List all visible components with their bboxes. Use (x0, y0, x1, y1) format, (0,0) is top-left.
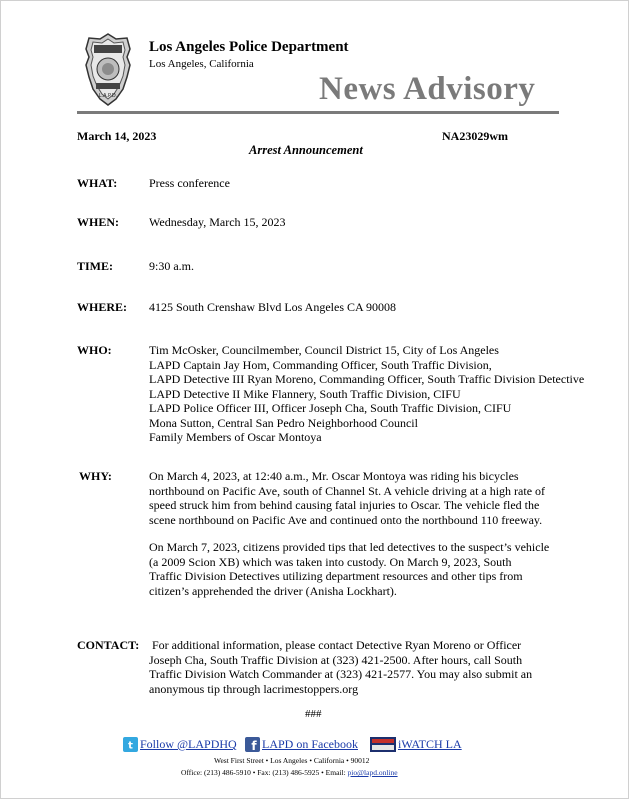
advisory-subtitle: Arrest Announcement (249, 143, 363, 157)
svg-text:t: t (128, 740, 133, 752)
lapd-badge-icon (83, 33, 133, 107)
who-line: LAPD Captain Jay Hom, Commanding Officer, South Traffic Division, (149, 357, 492, 372)
why-line: speed struck him from behind causing fatal injuries to Oscar. The vehicle fled the (149, 498, 540, 512)
end-mark: ### (305, 708, 322, 720)
why-line: northbound on Pacific Ave, south of Channel St. A vehicle driving at a high rate of (149, 483, 546, 498)
facebook-icon (245, 737, 260, 752)
iwatch-link-label[interactable]: iWATCH LA (398, 737, 462, 751)
advisory-number: NA23029wm (442, 129, 508, 143)
when-value: Wednesday, March 15, 2023 (149, 215, 286, 229)
who-list (149, 343, 584, 445)
facebook-link-label[interactable]: LAPD on Facebook (262, 737, 358, 751)
iwatch-icon (370, 737, 396, 752)
what-label: WHAT: (77, 176, 118, 190)
iwatch-link[interactable] (370, 737, 462, 752)
who-line: LAPD Police Officer III, Officer Joseph Cha, South Traffic Division, CIFU (149, 401, 512, 415)
twitter-icon (123, 737, 138, 752)
badge-text: L.A.P.D. (98, 93, 118, 99)
who-line: Mona Sutton, Central San Pedro Neighborhood Council (149, 415, 418, 430)
department-name: Los Angeles Police Department (149, 39, 349, 55)
why-paragraph-2 (149, 540, 549, 598)
who-line: Family Members of Oscar Montoya (149, 430, 322, 444)
contact-line: anonymous tip through lacrimestoppers.org (149, 681, 359, 696)
who-line: Tim McOsker, Councilmember, Council District 15, City of Los Angeles (149, 343, 499, 357)
what-value: Press conference (149, 176, 230, 190)
advisory-date: March 14, 2023 (77, 129, 157, 143)
twitter-link[interactable] (123, 737, 237, 752)
time-label: TIME: (77, 259, 113, 273)
contact-label: CONTACT: (77, 638, 140, 652)
why-line: On March 7, 2023, citizens provided tips that led detectives to the suspect’s vehicle (149, 540, 550, 554)
contact-first-line: For additional information, please contact Detective Ryan Moreno or Officer (152, 638, 522, 652)
why-line: citizen’s apprehended the driver (Anisha Lockhart). (149, 583, 397, 598)
footer-office: Office: (213) 486-5910 • Fax: (213) 486-5925 • Email: (181, 768, 348, 777)
where-label: WHERE: (77, 300, 128, 314)
footer-contact (181, 768, 398, 777)
contact-line: Joseph Cha, South Traffic Division at (323) 421-2500. After hours, call South (149, 652, 523, 667)
why-label: WHY: (79, 469, 112, 483)
why-line: Traffic Division Detectives utilizing department resources and other tips from (149, 569, 523, 583)
header-rule (77, 111, 559, 114)
who-line: LAPD Detective III Ryan Moreno, Commanding Officer, South Traffic Division Detective (149, 372, 585, 386)
footer-email-link[interactable]: pio@lapd.online (347, 768, 398, 777)
why-line: On March 4, 2023, at 12:40 a.m., Mr. Oscar Montoya was riding his bicycles (149, 469, 519, 483)
who-label: WHO: (77, 343, 112, 357)
where-value: 4125 South Crenshaw Blvd Los Angeles CA 90008 (149, 300, 397, 314)
contact-paragraph (149, 653, 532, 697)
time-value: 9:30 a.m. (149, 259, 194, 273)
contact-line: Traffic Division Watch Commander at (323) 421-2577. You may also submit an (149, 667, 533, 681)
svg-text:f: f (251, 739, 257, 752)
why-line: (a 2009 Scion XB) which was taken into custody. On March 9, 2023, South (149, 554, 512, 569)
who-line: LAPD Detective II Mike Flannery, South Traffic Division, CIFU (149, 386, 461, 401)
when-label: WHEN: (77, 215, 119, 229)
department-location: Los Angeles, California (149, 58, 254, 70)
facebook-link[interactable] (245, 737, 358, 752)
advisory-title: News Advisory (319, 71, 536, 107)
why-paragraph-1 (149, 469, 545, 527)
why-line: scene northbound on Pacific Ave and continued onto the northbound 110 freeway. (149, 512, 543, 527)
footer-address: West First Street • Los Angeles • California • 90012 (214, 756, 370, 765)
twitter-link-label[interactable]: Follow @LAPDHQ (140, 737, 237, 751)
